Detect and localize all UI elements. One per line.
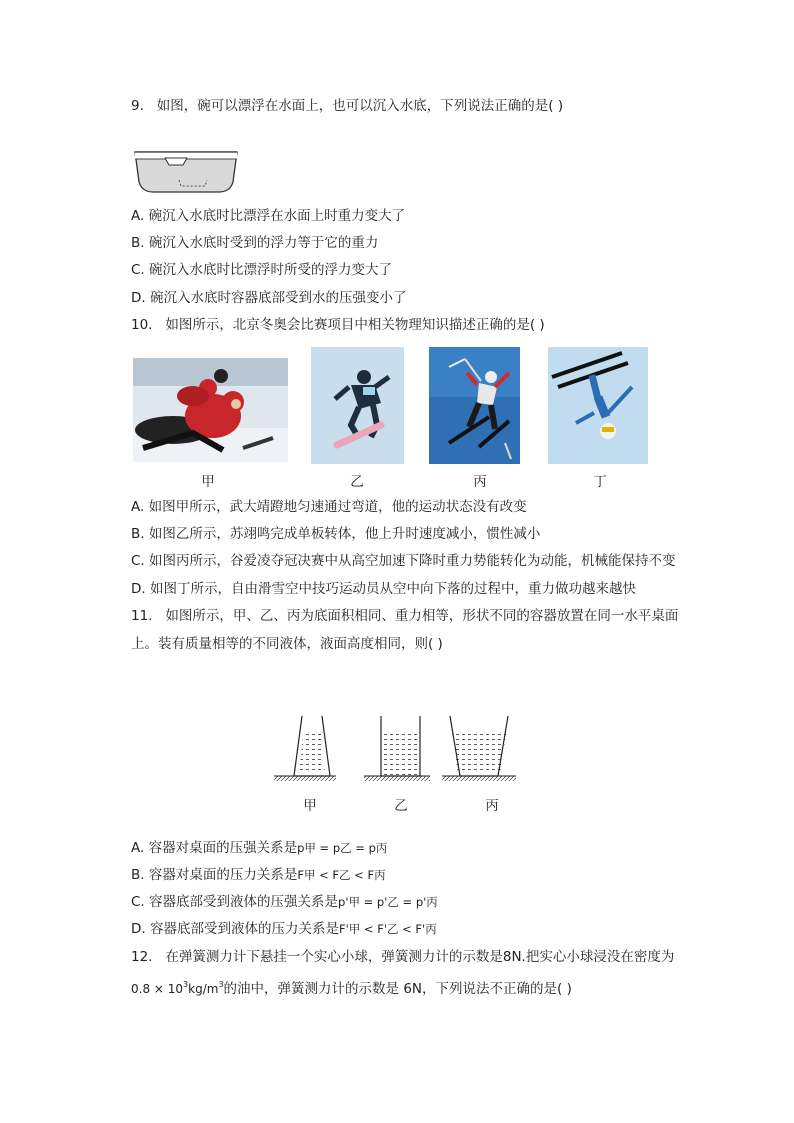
- q10-number: 10.: [131, 317, 153, 333]
- q9-option-d: D. 碗沉入水底时容器底部受到水的压强变小了: [131, 290, 407, 306]
- q10-caption-bing: 丙: [473, 474, 487, 490]
- q9-number: 9.: [131, 98, 144, 114]
- q10-option-c: C. 如图丙所示，谷爱凌夺冠决赛中从高空加速下降时重力势能转化为动能，机械能保持不变: [131, 553, 676, 569]
- q11-formula-d: F'甲 < F'乙 < F'丙: [338, 922, 437, 936]
- q11-stem-line2: 上。装有质量相等的不同液体，液面高度相同，则( ): [131, 636, 443, 652]
- q10-photo-jia: [133, 358, 288, 462]
- q10-photo-yi: [311, 347, 404, 464]
- q10-stem-text: 如图所示，北京冬奥会比赛项目中相关物理知识描述正确的是( ): [165, 317, 545, 333]
- q10-caption-yi: 乙: [350, 474, 364, 490]
- q11-caption-yi: 乙: [394, 798, 408, 814]
- q11-stem: [131, 606, 678, 626]
- container-bing: [442, 716, 516, 781]
- q9-stem: [131, 96, 563, 116]
- q10-caption-jia: 甲: [201, 474, 215, 490]
- q10-photo-bing: [429, 347, 520, 464]
- q9-bowl-figure: [133, 148, 241, 198]
- q12-number: 12.: [131, 949, 153, 965]
- q10-option-a: A. 如图甲所示，武大靖蹬地匀速通过弯道，他的运动状态没有改变: [131, 499, 527, 515]
- q10-stem: [131, 315, 545, 335]
- q10-option-b: B. 如图乙所示，苏翊鸣完成单板转体，他上升时速度减小，惯性减小: [131, 526, 541, 542]
- q11-containers-figure: [270, 712, 530, 786]
- q11-stem-line1: 如图所示，甲、乙、丙为底面积相同、重力相等，形状不同的容器放置在同一水平桌面: [165, 608, 679, 624]
- q11-number: 11.: [131, 608, 153, 624]
- q11-option-d: D. 容器底部受到液体的压力关系是F'甲 < F'乙 < F'丙: [131, 921, 437, 937]
- q12-stem-line1: 12. 在弹簧测力计下悬挂一个实心小球，弹簧测力计的示数是8N.把实心小球浸没在密度为: [131, 949, 675, 965]
- q11-formula-c: p'甲 = p'乙 = p'丙: [338, 895, 438, 909]
- q10-caption-ding: 丁: [593, 474, 607, 490]
- q12-stem-line2: $0.8 \times 10^3kg/m^3$的油中，弹簧测力计的示数是 6N，下列说法不正确的是( ): [131, 980, 572, 997]
- q10-photo-ding: [548, 347, 648, 464]
- q11-option-a: A. 容器对桌面的压强关系是p甲 = p乙 = p丙: [131, 840, 388, 856]
- q11-option-c: C. 容器底部受到液体的压强关系是p'甲 = p'乙 = p'丙: [131, 894, 438, 910]
- q11-formula-a: p甲 = p乙 = p丙: [297, 841, 388, 855]
- q9-option-a: A. 碗沉入水底时比漂浮在水面上时重力变大了: [131, 208, 406, 224]
- q9-option-b: B. 碗沉入水底时受到的浮力等于它的重力: [131, 235, 379, 251]
- q11-caption-bing: 丙: [485, 798, 499, 814]
- container-yi: [364, 716, 430, 781]
- q9-option-c: C. 碗沉入水底时比漂浮时所受的浮力变大了: [131, 262, 393, 278]
- q11-caption-jia: 甲: [303, 798, 317, 814]
- container-jia: [274, 716, 336, 781]
- q9-stem-text: 如图，碗可以漂浮在水面上，也可以沉入水底，下列说法正确的是( ): [156, 98, 564, 114]
- q11-formula-b: F甲 < F乙 < F丙: [297, 868, 386, 882]
- q11-option-b: B. 容器对桌面的压力关系是F甲 < F乙 < F丙: [131, 867, 386, 883]
- q10-option-d: D. 如图丁所示，自由滑雪空中技巧运动员从空中向下落的过程中，重力做功越来越快: [131, 581, 636, 597]
